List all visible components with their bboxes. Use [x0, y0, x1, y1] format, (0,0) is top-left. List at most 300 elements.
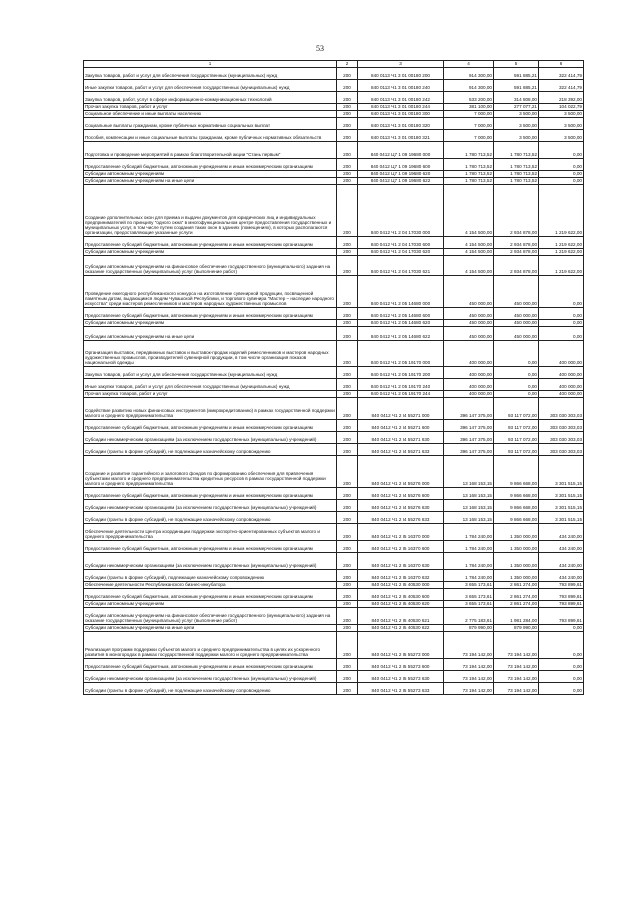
table-row: [84, 390, 584, 397]
row-executed-amount-cell: 1 350 000,00: [494, 569, 539, 581]
row-admin-code-cell: 200: [337, 103, 358, 110]
row-approved-amount-cell: 2 775 183,61: [444, 607, 494, 624]
row-unexecuted-amount-cell: 303 030 303,03: [539, 419, 584, 431]
row-budget-code-cell: 840 0113 Ч1 3 01 00180 321: [358, 129, 444, 141]
row-admin-code-cell: 200: [337, 523, 358, 540]
row-admin-code-cell: 200: [337, 581, 358, 588]
row-executed-amount-cell: 3 500,00: [494, 110, 539, 117]
row-name-cell: Субсидии некоммерческим организациям (за исключением государственных (муниципальных) учреждений): [84, 552, 337, 569]
table-row: [84, 366, 584, 378]
row-unexecuted-amount-cell: 434 240,00: [539, 540, 584, 552]
row-unexecuted-amount-cell: 434 240,00: [539, 569, 584, 581]
row-executed-amount-cell: 277 077,21: [494, 103, 539, 110]
row-approved-amount-cell: 450 000,00: [444, 319, 494, 326]
row-admin-code-cell: 200: [337, 443, 358, 455]
table-row: [84, 184, 584, 236]
row-approved-amount-cell: 400 000,00: [444, 390, 494, 397]
row-admin-code-cell: 200: [337, 236, 358, 248]
row-approved-amount-cell: 400 000,00: [444, 340, 494, 366]
row-admin-code-cell: 200: [337, 177, 358, 184]
row-admin-code-cell: 200: [337, 419, 358, 431]
row-name-cell: Прочая закупка товаров, работ и услуг: [84, 390, 337, 397]
table-row: [84, 79, 584, 91]
row-executed-amount-cell: 450 000,00: [494, 307, 539, 319]
row-approved-amount-cell: 73 194 142,00: [444, 658, 494, 670]
row-name-cell: Субсидии (гранты в форме субсидий), не подлежащие казначейскому сопровождению: [84, 443, 337, 455]
row-executed-amount-cell: 93 117 072,00: [494, 443, 539, 455]
row-executed-amount-cell: 879 990,00: [494, 624, 539, 631]
row-budget-code-cell: 840 0113 Ч1 3 01 00180 244: [358, 103, 444, 110]
row-admin-code-cell: 200: [337, 499, 358, 511]
row-name-cell: Организация выставок, передвижных выставок и выставок-продаж изделий ремесленников и мастеров народных художественных промыслов, производителей сувенирной продукции, в том числе организация показов национальной одежды: [84, 340, 337, 366]
table-row: [84, 658, 584, 670]
row-executed-amount-cell: 0,00: [494, 340, 539, 366]
row-unexecuted-amount-cell: 400 000,00: [539, 366, 584, 378]
row-admin-code-cell: 200: [337, 117, 358, 129]
row-approved-amount-cell: 450 000,00: [444, 307, 494, 319]
row-budget-code-cell: 840 0412 Ц7 1 09 19680 620: [358, 170, 444, 177]
table-row: [84, 569, 584, 581]
row-approved-amount-cell: 1 780 713,52: [444, 158, 494, 170]
row-name-cell: Обеспечение деятельности Центра координации поддержки экспортно-ориентированных субъектов малого и среднего предпринимательства: [84, 523, 337, 540]
table-row: [84, 419, 584, 431]
row-admin-code-cell: 200: [337, 588, 358, 600]
table-row: [84, 523, 584, 540]
row-budget-code-cell: 840 0412 Ч1 2 I4 55271 630: [358, 431, 444, 443]
row-admin-code-cell: 200: [337, 307, 358, 319]
row-budget-code-cell: 840 0113 Ч1 3 01 00180 300: [358, 110, 444, 117]
row-unexecuted-amount-cell: 218 392,00: [539, 91, 584, 103]
row-budget-code-cell: 840 0412 Ц7 1 09 19680 600: [358, 158, 444, 170]
row-approved-amount-cell: 4 154 500,00: [444, 236, 494, 248]
row-admin-code-cell: 200: [337, 658, 358, 670]
row-name-cell: Субсидии автономным учреждениям на иные цели: [84, 177, 337, 184]
row-budget-code-cell: 840 0412 Ч1 2 I5 40530 000: [358, 581, 444, 588]
row-unexecuted-amount-cell: 303 030 303,03: [539, 397, 584, 419]
row-executed-amount-cell: 3 500,00: [494, 117, 539, 129]
row-name-cell: Закупка товаров, работ, услуг в сфере информационно-коммуникационных технологий: [84, 91, 337, 103]
row-executed-amount-cell: 2 861 274,00: [494, 600, 539, 607]
row-name-cell: Субсидии автономным учреждениям: [84, 170, 337, 177]
row-approved-amount-cell: 914 300,00: [444, 67, 494, 79]
row-executed-amount-cell: 0,00: [494, 366, 539, 378]
row-name-cell: Социальное обеспечение и иные выплаты населению: [84, 110, 337, 117]
table-header-row: [84, 61, 584, 68]
row-budget-code-cell: 840 0412 Ч1 2 I5 55273 630: [358, 670, 444, 682]
row-budget-code-cell: 840 0412 Ц7 1 09 19680 000: [358, 141, 444, 158]
row-admin-code-cell: 200: [337, 378, 358, 390]
row-approved-amount-cell: 1 784 240,00: [444, 552, 494, 569]
row-unexecuted-amount-cell: 0,00: [539, 177, 584, 184]
row-unexecuted-amount-cell: 793 899,61: [539, 581, 584, 588]
row-unexecuted-amount-cell: 303 030 303,03: [539, 443, 584, 455]
row-unexecuted-amount-cell: 0,00: [539, 170, 584, 177]
row-budget-code-cell: 840 0412 Ч1 2 04 17030 000: [358, 184, 444, 236]
row-approved-amount-cell: 533 200,00: [444, 91, 494, 103]
table-row: [84, 631, 584, 658]
row-name-cell: Субсидии автономным учреждениям на финансовое обеспечение государственного (муниципального) задания на оказание государственных (муниципальных) услуг (выполнение работ): [84, 255, 337, 275]
row-executed-amount-cell: 1 780 713,52: [494, 141, 539, 158]
row-admin-code-cell: 200: [337, 129, 358, 141]
row-admin-code-cell: 200: [337, 67, 358, 79]
row-budget-code-cell: 840 0412 Ч1 2 05 14680 600: [358, 307, 444, 319]
row-admin-code-cell: 200: [337, 624, 358, 631]
row-budget-code-cell: 840 0412 Ч1 2 05 19170 200: [358, 366, 444, 378]
row-name-cell: Создание и развитие гарантийного и залогового фондов по формированию обеспечения для привлечения субъектами малого и среднего предпринимательства кредитных ресурсов в рамках государственной поддержки малого и среднего предпринимательства: [84, 455, 337, 487]
row-budget-code-cell: 840 0412 Ч1 2 05 14680 620: [358, 319, 444, 326]
row-admin-code-cell: 200: [337, 455, 358, 487]
table-row: [84, 588, 584, 600]
row-executed-amount-cell: 73 194 142,00: [494, 670, 539, 682]
row-executed-amount-cell: 93 117 072,00: [494, 397, 539, 419]
row-budget-code-cell: 840 0412 Ч1 2 I5 55273 600: [358, 658, 444, 670]
row-name-cell: Предоставление субсидий бюджетным, автономным учреждениям и иным некоммерческим организациям: [84, 540, 337, 552]
column-header-2: 2: [337, 61, 358, 68]
row-unexecuted-amount-cell: 434 240,00: [539, 523, 584, 540]
row-name-cell: Субсидии автономным учреждениям на иные цели: [84, 624, 337, 631]
row-unexecuted-amount-cell: 303 030 303,03: [539, 431, 584, 443]
row-name-cell: Предоставление субсидий бюджетным, автономным учреждениям и иным некоммерческим организациям: [84, 487, 337, 499]
row-executed-amount-cell: 2 934 878,00: [494, 255, 539, 275]
row-admin-code-cell: 200: [337, 255, 358, 275]
row-approved-amount-cell: 3 655 173,61: [444, 600, 494, 607]
row-admin-code-cell: 200: [337, 248, 358, 255]
table-row: [84, 600, 584, 607]
row-executed-amount-cell: 2 934 878,00: [494, 236, 539, 248]
row-approved-amount-cell: 1 780 713,52: [444, 141, 494, 158]
row-executed-amount-cell: 314 808,00: [494, 91, 539, 103]
row-executed-amount-cell: 591 885,21: [494, 67, 539, 79]
row-name-cell: Предоставление субсидий бюджетным, автономным учреждениям и иным некоммерческим организациям: [84, 307, 337, 319]
row-admin-code-cell: 200: [337, 397, 358, 419]
row-unexecuted-amount-cell: 793 899,61: [539, 600, 584, 607]
table-row: [84, 624, 584, 631]
row-budget-code-cell: 840 0412 Ч1 2 05 19170 244: [358, 390, 444, 397]
row-budget-code-cell: 840 0412 Ч1 2 I5 40530 620: [358, 600, 444, 607]
row-unexecuted-amount-cell: 400 000,00: [539, 378, 584, 390]
row-executed-amount-cell: 2 861 274,00: [494, 588, 539, 600]
row-approved-amount-cell: 381 100,00: [444, 103, 494, 110]
row-approved-amount-cell: 450 000,00: [444, 326, 494, 340]
row-budget-code-cell: 840 0113 Ч1 3 01 00180 242: [358, 91, 444, 103]
table-row: [84, 103, 584, 110]
row-approved-amount-cell: 13 168 153,15: [444, 455, 494, 487]
row-budget-code-cell: 840 0412 Ч1 2 05 14680 622: [358, 326, 444, 340]
row-name-cell: Субсидии (гранты в форме субсидий), не подлежащие казначейскому сопровождению: [84, 511, 337, 523]
row-approved-amount-cell: 1 780 713,52: [444, 177, 494, 184]
row-unexecuted-amount-cell: 793 899,61: [539, 588, 584, 600]
row-unexecuted-amount-cell: 3 301 515,15: [539, 455, 584, 487]
row-budget-code-cell: 840 0412 Ч1 2 05 14680 000: [358, 275, 444, 307]
row-admin-code-cell: 200: [337, 607, 358, 624]
table-row: [84, 275, 584, 307]
row-name-cell: Субсидии (гранты в форме субсидий), не подлежащие казначейскому сопровождению: [84, 682, 337, 694]
row-approved-amount-cell: 73 194 142,00: [444, 670, 494, 682]
row-executed-amount-cell: 1 780 713,52: [494, 158, 539, 170]
row-budget-code-cell: 840 0113 Ч1 3 01 00180 200: [358, 67, 444, 79]
row-unexecuted-amount-cell: 400 000,00: [539, 340, 584, 366]
row-executed-amount-cell: 1 780 713,52: [494, 170, 539, 177]
table-row: [84, 177, 584, 184]
row-budget-code-cell: 840 0412 Ч1 2 04 17030 621: [358, 255, 444, 275]
row-unexecuted-amount-cell: 400 000,00: [539, 390, 584, 397]
row-approved-amount-cell: 4 154 500,00: [444, 184, 494, 236]
table-row: [84, 443, 584, 455]
row-name-cell: Субсидии (гранты в форме субсидий), подлежащие казначейскому сопровождению: [84, 569, 337, 581]
row-approved-amount-cell: 1 780 713,52: [444, 170, 494, 177]
row-executed-amount-cell: 591 885,21: [494, 79, 539, 91]
row-admin-code-cell: 200: [337, 319, 358, 326]
row-approved-amount-cell: 396 147 375,00: [444, 419, 494, 431]
row-unexecuted-amount-cell: 104 022,79: [539, 103, 584, 110]
row-executed-amount-cell: 2 934 878,00: [494, 248, 539, 255]
row-name-cell: Предоставление субсидий бюджетным, автономным учреждениям и иным некоммерческим организациям: [84, 419, 337, 431]
row-budget-code-cell: 840 0412 Ч1 2 05 19170 000: [358, 340, 444, 366]
row-approved-amount-cell: 400 000,00: [444, 378, 494, 390]
table-row: [84, 141, 584, 158]
row-name-cell: Закупка товаров, работ и услуг для обеспечения государственных (муниципальных) нужд: [84, 67, 337, 79]
table-row: [84, 340, 584, 366]
row-name-cell: Содействие развитию новых финансовых инструментов (микрокредитованию) в рамках государственной поддержки малого и среднего предпринимательства: [84, 397, 337, 419]
row-approved-amount-cell: 13 168 153,15: [444, 511, 494, 523]
row-executed-amount-cell: 73 194 142,00: [494, 682, 539, 694]
table-row: [84, 319, 584, 326]
row-executed-amount-cell: 1 981 284,00: [494, 607, 539, 624]
row-name-cell: Прочая закупка товаров, работ и услуг: [84, 103, 337, 110]
page-number: 53: [316, 44, 324, 53]
row-name-cell: Реализация программ поддержки субъектов малого и среднего предпринимательства в целях их ускоренного развития в моногородах в рамках государственной поддержки малого и среднего предпринимательства: [84, 631, 337, 658]
row-executed-amount-cell: 93 117 072,00: [494, 419, 539, 431]
row-unexecuted-amount-cell: 0,00: [539, 158, 584, 170]
row-name-cell: Субсидии некоммерческим организациям (за исключением государственных (муниципальных) учреждений): [84, 499, 337, 511]
row-budget-code-cell: 840 0412 Ч1 2 I4 55271 633: [358, 443, 444, 455]
table-row: [84, 455, 584, 487]
row-unexecuted-amount-cell: 0,00: [539, 682, 584, 694]
row-executed-amount-cell: 2 934 878,00: [494, 184, 539, 236]
row-unexecuted-amount-cell: 0,00: [539, 631, 584, 658]
row-budget-code-cell: 840 0412 Ч1 2 04 17030 620: [358, 248, 444, 255]
row-admin-code-cell: 200: [337, 91, 358, 103]
row-name-cell: Предоставление субсидий бюджетным, автономным учреждениям и иным некоммерческим организациям: [84, 588, 337, 600]
row-approved-amount-cell: 4 154 500,00: [444, 255, 494, 275]
table-row: [84, 307, 584, 319]
row-approved-amount-cell: 450 000,00: [444, 275, 494, 307]
row-budget-code-cell: 840 0412 Ч1 2 I5 55273 000: [358, 631, 444, 658]
row-admin-code-cell: 200: [337, 158, 358, 170]
table-row: [84, 91, 584, 103]
row-name-cell: Субсидии некоммерческим организациям (за исключением государственных (муниципальных) учреждений): [84, 670, 337, 682]
row-budget-code-cell: 840 0412 Ч1 2 04 17030 600: [358, 236, 444, 248]
table-row: [84, 581, 584, 588]
row-approved-amount-cell: 914 300,00: [444, 79, 494, 91]
table-row: [84, 499, 584, 511]
row-name-cell: Предоставление субсидий бюджетным, автономным учреждениям и иным некоммерческим организациям: [84, 158, 337, 170]
row-unexecuted-amount-cell: 3 301 515,15: [539, 511, 584, 523]
row-budget-code-cell: 840 0113 Ч1 3 01 00180 320: [358, 117, 444, 129]
row-approved-amount-cell: 73 194 142,00: [444, 682, 494, 694]
row-admin-code-cell: 200: [337, 275, 358, 307]
table-row: [84, 248, 584, 255]
row-name-cell: Иные закупки товаров, работ и услуг для обеспечения государственных (муниципальных) нужд: [84, 79, 337, 91]
row-budget-code-cell: 840 0412 Ч1 2 I5 40530 621: [358, 607, 444, 624]
row-executed-amount-cell: 0,00: [494, 390, 539, 397]
table-row: [84, 110, 584, 117]
table-row: [84, 552, 584, 569]
row-unexecuted-amount-cell: 322 414,79: [539, 79, 584, 91]
row-executed-amount-cell: 3 500,00: [494, 129, 539, 141]
row-name-cell: Проведение ежегодного республиканского конкурса на изготовление сувенирной продукции, посвященной памятным датам, выдающимся людям Чувашской Республики, и торгового сувенира "Мастер – наследие народного искусства" среди мастеров ремесленников и мастеров народных художественных промыслов: [84, 275, 337, 307]
row-executed-amount-cell: 73 194 142,00: [494, 658, 539, 670]
row-unexecuted-amount-cell: 434 240,00: [539, 552, 584, 569]
row-name-cell: Субсидии некоммерческим организациям (за исключением государственных (муниципальных) учреждений): [84, 431, 337, 443]
table-row: [84, 170, 584, 177]
row-budget-code-cell: 840 0412 Ч1 2 05 19170 240: [358, 378, 444, 390]
row-admin-code-cell: 200: [337, 487, 358, 499]
row-executed-amount-cell: 9 866 668,00: [494, 511, 539, 523]
row-unexecuted-amount-cell: 322 414,79: [539, 67, 584, 79]
table-row: [84, 255, 584, 275]
row-budget-code-cell: 840 0412 Ч1 2 I5 55273 633: [358, 682, 444, 694]
row-approved-amount-cell: 7 000,00: [444, 110, 494, 117]
row-approved-amount-cell: 73 194 142,00: [444, 631, 494, 658]
row-approved-amount-cell: 396 147 375,00: [444, 431, 494, 443]
row-executed-amount-cell: 0,00: [494, 378, 539, 390]
row-name-cell: Субсидии автономным учреждениям: [84, 600, 337, 607]
row-executed-amount-cell: 1 350 000,00: [494, 540, 539, 552]
row-executed-amount-cell: 9 866 668,00: [494, 499, 539, 511]
row-name-cell: Подготовка и проведение мероприятий в рамках благотворительной акции "Стань первым": [84, 141, 337, 158]
row-name-cell: Обеспечение деятельности Республиканского бизнес-инкубатора: [84, 581, 337, 588]
row-budget-code-cell: 840 0412 Ч1 2 I5 16370 000: [358, 523, 444, 540]
row-budget-code-cell: 840 0412 Ч1 2 I5 40530 600: [358, 588, 444, 600]
row-admin-code-cell: 200: [337, 170, 358, 177]
row-name-cell: Субсидии автономным учреждениям на иные цели: [84, 326, 337, 340]
table-row: [84, 682, 584, 694]
row-name-cell: Иные закупки товаров, работ и услуг для обеспечения государственных (муниципальных) нужд: [84, 378, 337, 390]
column-header-6: 6: [539, 61, 584, 68]
table-row: [84, 607, 584, 624]
row-admin-code-cell: 200: [337, 79, 358, 91]
row-name-cell: Социальные выплаты гражданам, кроме публичных нормативных социальных выплат: [84, 117, 337, 129]
row-admin-code-cell: 200: [337, 631, 358, 658]
row-unexecuted-amount-cell: 1 219 622,00: [539, 236, 584, 248]
row-name-cell: Субсидии автономным учреждениям на финансовое обеспечение государственного (муниципального) задания на оказание государственных (муниципальных) услуг (выполнение работ): [84, 607, 337, 624]
row-admin-code-cell: 200: [337, 431, 358, 443]
column-header-1: 1: [84, 61, 337, 68]
column-header-4: 4: [444, 61, 494, 68]
table-row: [84, 326, 584, 340]
table-row: [84, 487, 584, 499]
row-admin-code-cell: 200: [337, 600, 358, 607]
row-admin-code-cell: 200: [337, 184, 358, 236]
row-approved-amount-cell: 1 784 240,00: [444, 540, 494, 552]
row-executed-amount-cell: 9 866 668,00: [494, 487, 539, 499]
row-unexecuted-amount-cell: 0,00: [539, 670, 584, 682]
row-executed-amount-cell: 450 000,00: [494, 326, 539, 340]
table-row: [84, 397, 584, 419]
row-approved-amount-cell: 1 784 240,00: [444, 523, 494, 540]
row-executed-amount-cell: 1 350 000,00: [494, 552, 539, 569]
table-row: [84, 378, 584, 390]
table-row: [84, 129, 584, 141]
row-unexecuted-amount-cell: 1 219 622,00: [539, 184, 584, 236]
table-row: [84, 670, 584, 682]
row-executed-amount-cell: 73 194 142,00: [494, 631, 539, 658]
row-unexecuted-amount-cell: 3 301 515,15: [539, 487, 584, 499]
row-name-cell: Пособия, компенсации и иные социальные выплаты гражданам, кроме публичных нормативных обязательств: [84, 129, 337, 141]
row-approved-amount-cell: 1 784 240,00: [444, 569, 494, 581]
row-approved-amount-cell: 3 655 173,61: [444, 588, 494, 600]
row-approved-amount-cell: 13 168 153,15: [444, 499, 494, 511]
row-admin-code-cell: 200: [337, 366, 358, 378]
row-approved-amount-cell: 7 000,00: [444, 129, 494, 141]
table-row: [84, 67, 584, 79]
row-admin-code-cell: 200: [337, 540, 358, 552]
table-row: [84, 431, 584, 443]
row-unexecuted-amount-cell: 0,00: [539, 307, 584, 319]
row-budget-code-cell: 840 0412 Ц7 1 09 19680 622: [358, 177, 444, 184]
row-approved-amount-cell: 7 000,00: [444, 117, 494, 129]
row-unexecuted-amount-cell: 3 301 515,15: [539, 499, 584, 511]
column-header-5: 5: [494, 61, 539, 68]
row-admin-code-cell: 200: [337, 326, 358, 340]
table-row: [84, 158, 584, 170]
table-body: [84, 67, 584, 694]
row-executed-amount-cell: 450 000,00: [494, 319, 539, 326]
row-budget-code-cell: 840 0412 Ч1 2 I5 40530 622: [358, 624, 444, 631]
row-admin-code-cell: 200: [337, 340, 358, 366]
row-admin-code-cell: 200: [337, 670, 358, 682]
row-name-cell: Предоставление субсидий бюджетным, автономным учреждениям и иным некоммерческим организациям: [84, 658, 337, 670]
table-row: [84, 236, 584, 248]
row-budget-code-cell: 840 0412 Ч1 2 I5 16370 632: [358, 569, 444, 581]
row-budget-code-cell: 840 0412 Ч1 2 I4 55271 600: [358, 419, 444, 431]
row-executed-amount-cell: 93 117 072,00: [494, 431, 539, 443]
row-unexecuted-amount-cell: 0,00: [539, 141, 584, 158]
row-name-cell: Субсидии автономным учреждениям: [84, 319, 337, 326]
row-name-cell: Субсидии автономным учреждениям: [84, 248, 337, 255]
row-unexecuted-amount-cell: 0,00: [539, 658, 584, 670]
row-admin-code-cell: 200: [337, 110, 358, 117]
row-unexecuted-amount-cell: 3 500,00: [539, 110, 584, 117]
table-row: [84, 511, 584, 523]
row-approved-amount-cell: 396 147 375,00: [444, 397, 494, 419]
row-unexecuted-amount-cell: 3 500,00: [539, 129, 584, 141]
row-approved-amount-cell: 879 990,00: [444, 624, 494, 631]
row-budget-code-cell: 840 0412 Ч1 2 I4 55276 000: [358, 455, 444, 487]
row-budget-code-cell: 840 0412 Ч1 2 I5 16370 630: [358, 552, 444, 569]
row-unexecuted-amount-cell: 3 500,00: [539, 117, 584, 129]
row-admin-code-cell: 200: [337, 682, 358, 694]
table-row: [84, 117, 584, 129]
row-unexecuted-amount-cell: 0,00: [539, 326, 584, 340]
row-name-cell: Предоставление субсидий бюджетным, автономным учреждениям и иным некоммерческим организациям: [84, 236, 337, 248]
column-header-3: 3: [358, 61, 444, 68]
row-executed-amount-cell: 9 866 668,00: [494, 455, 539, 487]
row-executed-amount-cell: 450 000,00: [494, 275, 539, 307]
row-budget-code-cell: 840 0412 Ч1 2 I4 55276 630: [358, 499, 444, 511]
row-executed-amount-cell: 1 350 000,00: [494, 523, 539, 540]
row-admin-code-cell: 200: [337, 552, 358, 569]
row-budget-code-cell: 840 0412 Ч1 2 I4 55276 633: [358, 511, 444, 523]
row-budget-code-cell: 840 0412 Ч1 2 I5 16370 600: [358, 540, 444, 552]
row-unexecuted-amount-cell: 1 219 622,00: [539, 255, 584, 275]
row-admin-code-cell: 200: [337, 511, 358, 523]
row-name-cell: Закупка товаров, работ и услуг для обеспечения государственных (муниципальных) нужд: [84, 366, 337, 378]
row-budget-code-cell: 840 0412 Ч1 2 I4 55271 000: [358, 397, 444, 419]
row-unexecuted-amount-cell: 0,00: [539, 275, 584, 307]
row-name-cell: Создание дополнительных окон для приема и выдачи документов для юридических лиц и индивидуальных предпринимателей по принципу "одного окна" в многофункциональном центре предоставления государственных и муниципальных услуг, в том числе путем создания таких окон в зданиях (помещениях), в которых располагаются организации, предоставляющие указанные услуги: [84, 184, 337, 236]
